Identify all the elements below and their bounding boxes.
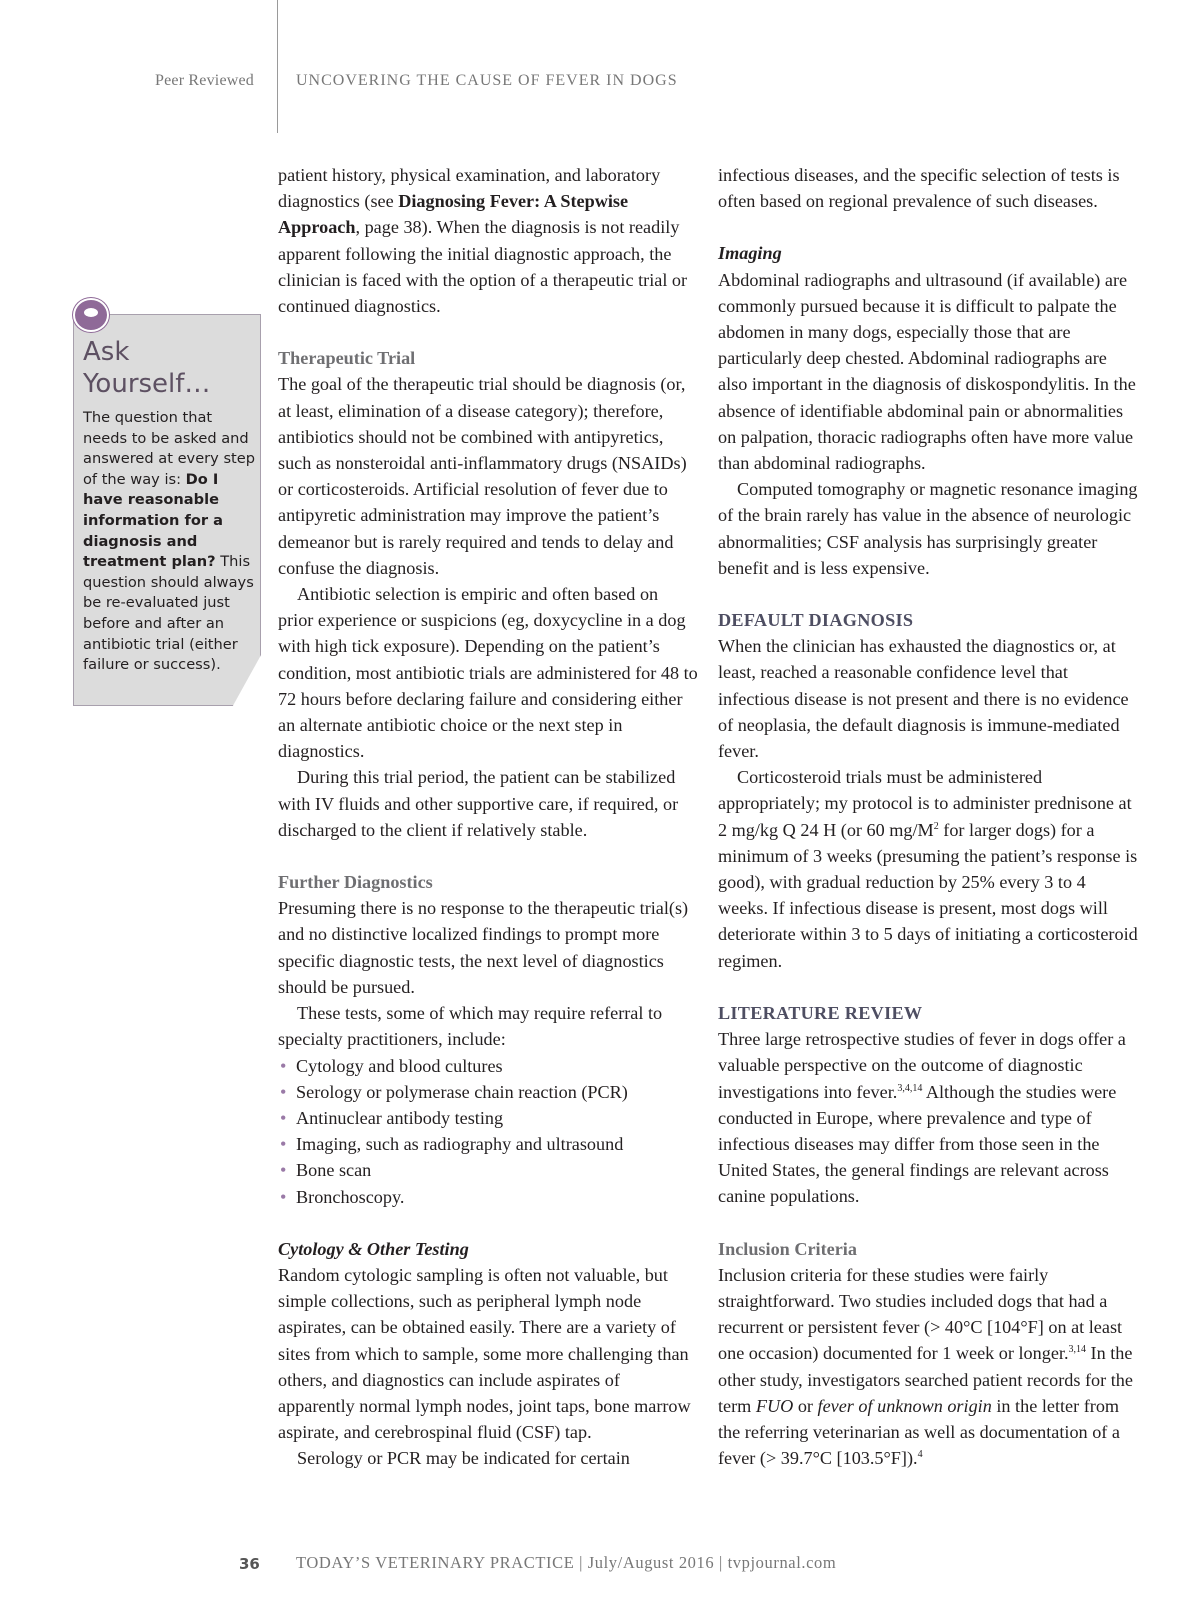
- running-title: UNCOVERING THE CAUSE OF FEVER IN DOGS: [296, 72, 678, 89]
- intro-paragraph: patient history, physical examination, and laboratory diagnostics (see Diagnosing Fever: A Stepwise Approach, page 38). When the diagnosis is not readily apparent following the initial diagnostic approach, the clinician is faced with the option of a therapeutic trial or continued diagnostics.: [278, 165, 688, 317]
- literature-review-heading: LITERATURE REVIEW: [718, 1002, 923, 1023]
- list-item: • Imaging, such as radiography and ultrasound: [278, 1131, 698, 1157]
- cytology-heading: Cytology & Other Testing: [278, 1238, 469, 1259]
- inclusion-paragraph-1: Inclusion criteria for these studies were fairly straightforward. Two studies included dogs that had a recurrent or persistent fever (> 40°C [104°F] on at least one occasion) documented for 1 week or longer.$^{3,14}$ In the other study, investigators searched patient records for the term FUO or fever of unknown origin in the letter from the referring veterinarian as well as documentation of a fever (> 39.7°C [103.5°F]).$^4$: [718, 1264, 1133, 1469]
- list-item: • Serology or polymerase chain reaction (PCR): [278, 1079, 698, 1105]
- therapeutic-trial-heading: Therapeutic Trial: [278, 348, 416, 369]
- continued-paragraph: infectious diseases, and the specific selection of tests is often based on regional prevalence of such diseases.: [718, 165, 1120, 212]
- ask-yourself-body: The question that needs to be asked and answered at every step of the way is: Do I have reasonable information for a diagnosis and treatment plan? This question should always be re-evaluated just before and after an antibiotic trial (either failure or success).: [83, 409, 256, 674]
- bullet-icon: •: [280, 1160, 287, 1181]
- therapeutic-paragraph-1: The goal of the therapeutic trial should be diagnosis (or, at least, elimination of a disease category); therefore, antibiotics should not be combined with antipyretics, such as nonsteroidal anti-inflammatory drugs (NSAIDs) or corticosteroids. Artificial resolution of fever due to antipyretic administration may improve the patient’s demeanor but is rarely required and tends to delay and confuse the diagnosis.: [278, 374, 687, 578]
- bullet-icon: •: [280, 1107, 287, 1128]
- header-divider: [277, 0, 278, 133]
- list-item: • Antinuclear antibody testing: [278, 1105, 698, 1131]
- cytology-paragraph-1: Random cytologic sampling is often not valuable, but simple collections, such as peripheral lymph node aspirates, can be obtained easily. There are a variety of sites from which to sample, some more challenging than others, and diagnostics can include aspirates of apparently normal lymph nodes, joint taps, bone marrow aspirate, and cerebrospinal fluid (CSF) tap.: [278, 1264, 691, 1443]
- diagnostic-tests-list: [278, 1053, 698, 1210]
- inclusion-criteria-heading: Inclusion Criteria: [718, 1238, 857, 1259]
- literature-paragraph-1: Three large retrospective studies of fever in dogs offer a valuable perspective on the outcome of diagnostic investigations into fever.$^{3,4,14}$ Although the studies were conducted in Europe, where prevalence and type of infectious diseases may differ from those seen in the United States, the general findings are relevant across canine populations.: [718, 1029, 1126, 1207]
- column-right: [718, 162, 1138, 1471]
- imaging-paragraph-1: Abdominal radiographs and ultrasound (if available) are commonly pursued because it is difficult to palpate the abdomen in many dogs, especially those that are particularly deep chested. Abdominal radiographs are also important in the diagnosis of diskospondylitis. In the absence of identifiable abdominal pain or abnormalities on palpation, thoracic radiographs often have more value than abdominal radiographs.: [718, 269, 1136, 474]
- bullet-icon: •: [280, 1186, 287, 1207]
- footer-publication: TODAY’S VETERINARY PRACTICE | July/August 2016 | tvpjournal.com: [296, 1553, 837, 1572]
- imaging-paragraph-2: Computed tomography or magnetic resonance imaging of the brain rarely has value in the absence of neurologic abnormalities; CSF analysis has surprisingly greater benefit and is less expensive.: [718, 479, 1138, 578]
- further-paragraph-1: Presuming there is no response to the therapeutic trial(s) and no distinctive localized findings to prompt more specific diagnostic tests, the next level of diagnostics should be pursued.: [278, 898, 689, 997]
- section-label: Peer Reviewed: [155, 72, 255, 89]
- ask-yourself-title: Ask Yourself…: [83, 337, 211, 399]
- bullet-icon: •: [280, 1055, 287, 1076]
- imaging-heading: Imaging: [718, 243, 782, 264]
- therapeutic-paragraph-3: During this trial period, the patient can be stabilized with IV fluids and other supportive care, if required, or discharged to the client if relatively stable.: [278, 767, 679, 840]
- bullet-icon: •: [280, 1134, 287, 1155]
- bullet-icon: •: [280, 1081, 287, 1102]
- list-item: • Bronchoscopy.: [278, 1184, 698, 1210]
- further-paragraph-2: These tests, some of which may require referral to specialty practitioners, include:: [278, 1003, 663, 1050]
- default-paragraph-1: When the clinician has exhausted the diagnostics or, at least, reached a reasonable confidence level that infectious disease is not present and there is no evidence of neoplasia, the default diagnosis is immune-mediated fever.: [718, 636, 1129, 762]
- default-diagnosis-heading: DEFAULT DIAGNOSIS: [718, 610, 914, 631]
- page-number: 36: [239, 1555, 260, 1573]
- cytology-paragraph-2: Serology or PCR may be indicated for certain: [297, 1448, 630, 1469]
- list-item: • Cytology and blood cultures: [278, 1053, 698, 1079]
- speech-bubble-icon: [73, 298, 109, 332]
- list-item: • Bone scan: [278, 1157, 698, 1183]
- therapeutic-paragraph-2: Antibiotic selection is empiric and often based on prior experience or suspicions (eg, doxycycline in a dog with high tick exposure). Depending on the patient’s condition, most antibiotic trials are administered for 48 to 72 hours before declaring failure and considering either an alternate antibiotic choice or the next step in diagnostics.: [278, 584, 698, 762]
- column-left: [278, 162, 698, 1472]
- further-diagnostics-heading: Further Diagnostics: [278, 872, 433, 893]
- default-paragraph-2: Corticosteroid trials must be administered appropriately; my protocol is to administer prednisone at 2 mg/kg Q 24 H (or 60 $mg/M^2$ for larger dogs) for a minimum of 3 weeks (presuming the patient’s response is good), with gradual reduction by 25% every 3 to 4 weeks. If infectious disease is present, most dogs will deteriorate within 3 to 5 days of initiating a corticosteroid regimen.: [718, 767, 1138, 971]
